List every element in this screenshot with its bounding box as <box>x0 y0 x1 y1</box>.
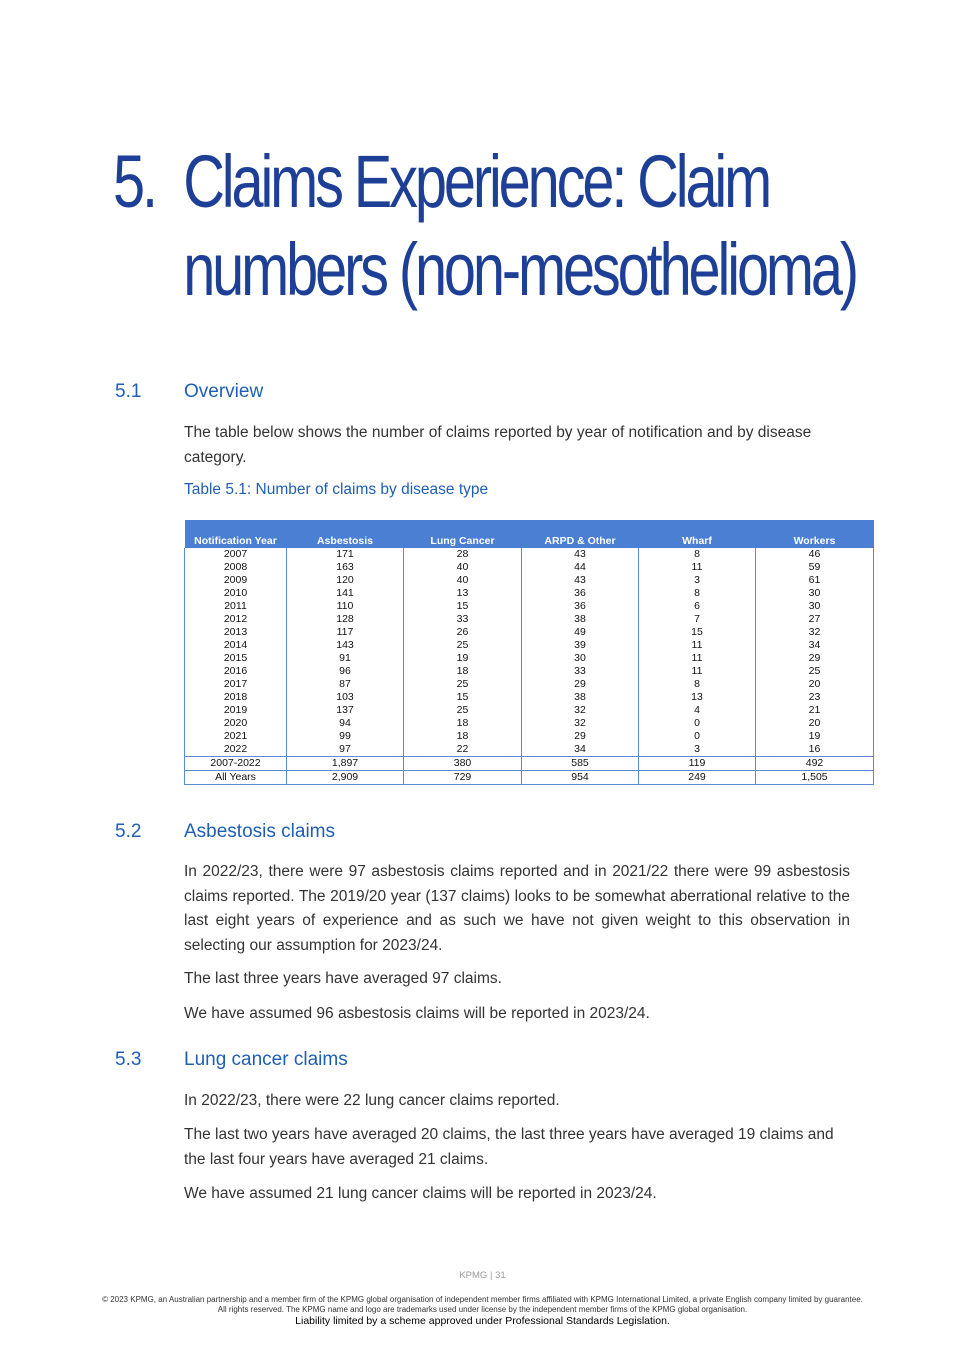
table-cell: 8 <box>639 587 756 600</box>
claims-table <box>184 520 874 785</box>
table-header-row <box>185 520 874 548</box>
column-header: Asbestosis <box>287 520 404 548</box>
table-cell: 16 <box>756 743 874 757</box>
table-cell: 143 <box>287 639 404 652</box>
section-number-5-3: 5.3 <box>115 1049 142 1070</box>
table-cell: 19 <box>756 730 874 743</box>
section-number-5-1: 5.1 <box>115 381 142 402</box>
table-cell: 43 <box>522 548 639 561</box>
table-cell: 2020 <box>185 717 287 730</box>
table-cell: 40 <box>404 561 522 574</box>
page-number: KPMG | 31 <box>459 1270 506 1281</box>
table-cell: 30 <box>756 587 874 600</box>
table-cell: 18 <box>404 717 522 730</box>
asbestosis-paragraph-3: We have assumed 96 asbestosis claims will be reported in 2023/24. <box>184 1005 650 1022</box>
table-cell: 38 <box>522 613 639 626</box>
table-cell: 128 <box>287 613 404 626</box>
table-cell: 46 <box>756 548 874 561</box>
table-cell: 97 <box>287 743 404 757</box>
table-cell: 2010 <box>185 587 287 600</box>
table-cell: 44 <box>522 561 639 574</box>
chapter-title-line-1: Claims Experience: Claim <box>183 140 770 223</box>
table-row <box>185 771 874 785</box>
column-header: ARPD & Other <box>522 520 639 548</box>
lung-cancer-paragraph-3: We have assumed 21 lung cancer claims will be reported in 2023/24. <box>184 1185 657 1202</box>
table-cell: 141 <box>287 587 404 600</box>
table-cell: 585 <box>522 757 639 771</box>
table-cell: 110 <box>287 600 404 613</box>
table-row <box>185 626 874 639</box>
asbestosis-paragraph-1: In 2022/23, there were 97 asbestosis claims reported and in 2021/22 there were 99 asbestosis claims reported. The 2019/20 year (137 claims) looks to be somewhat aberrational relative to the last eight years of experience and as such we have not given weight to this observation in selecting our assumption for 2023/24. <box>184 863 850 954</box>
table-cell: 2011 <box>185 600 287 613</box>
section-number-5-2: 5.2 <box>115 821 142 842</box>
table-cell: 20 <box>756 678 874 691</box>
table-cell: 249 <box>639 771 756 785</box>
table-cell: 2,909 <box>287 771 404 785</box>
table-cell: 29 <box>522 730 639 743</box>
table-cell: 91 <box>287 652 404 665</box>
table-cell: 2008 <box>185 561 287 574</box>
table-cell: 1,505 <box>756 771 874 785</box>
chapter-title-line-2: numbers (non-mesothelioma) <box>183 228 856 311</box>
table-cell: 103 <box>287 691 404 704</box>
table-cell: 20 <box>756 717 874 730</box>
table-cell: 33 <box>404 613 522 626</box>
table-cell: 2021 <box>185 730 287 743</box>
liability-notice: Liability limited by a scheme approved under Professional Standards Legislation. <box>295 1315 670 1327</box>
table-cell: 36 <box>522 587 639 600</box>
table-cell: 2018 <box>185 691 287 704</box>
table-cell: 2022 <box>185 743 287 757</box>
section-title-lung-cancer: Lung cancer claims <box>184 1049 348 1070</box>
chapter-title <box>183 138 856 314</box>
table-cell: 117 <box>287 626 404 639</box>
table-cell: 11 <box>639 652 756 665</box>
table-row <box>185 561 874 574</box>
table-cell: 61 <box>756 574 874 587</box>
table-row <box>185 757 874 771</box>
table-cell: 38 <box>522 691 639 704</box>
table-row <box>185 652 874 665</box>
table-cell: 120 <box>287 574 404 587</box>
column-header: Lung Cancer <box>404 520 522 548</box>
table-cell: 33 <box>522 665 639 678</box>
table-cell: 2009 <box>185 574 287 587</box>
table-cell: 2014 <box>185 639 287 652</box>
table-cell: 171 <box>287 548 404 561</box>
table-cell: 3 <box>639 743 756 757</box>
chapter-number: 5. <box>113 140 155 223</box>
table-cell: 34 <box>756 639 874 652</box>
table-cell: 2007 <box>185 548 287 561</box>
table-cell: 30 <box>756 600 874 613</box>
table-cell: 25 <box>404 704 522 717</box>
table-cell: 23 <box>756 691 874 704</box>
table-cell: 729 <box>404 771 522 785</box>
asbestosis-paragraph-2: The last three years have averaged 97 claims. <box>184 970 502 987</box>
table-cell: All Years <box>185 771 287 785</box>
table-cell: 27 <box>756 613 874 626</box>
table-row <box>185 678 874 691</box>
column-header: Workers <box>756 520 874 548</box>
table-cell: 59 <box>756 561 874 574</box>
table-cell: 49 <box>522 626 639 639</box>
table-cell: 119 <box>639 757 756 771</box>
table-cell: 32 <box>522 704 639 717</box>
table-cell: 18 <box>404 665 522 678</box>
table-cell: 43 <box>522 574 639 587</box>
table-cell: 28 <box>404 548 522 561</box>
table-cell: 25 <box>404 678 522 691</box>
table-cell: 29 <box>756 652 874 665</box>
table-cell: 6 <box>639 600 756 613</box>
table-cell: 15 <box>404 691 522 704</box>
table-row <box>185 574 874 587</box>
table-row <box>185 639 874 652</box>
section-title-overview: Overview <box>184 381 264 402</box>
table-row <box>185 665 874 678</box>
table-cell: 4 <box>639 704 756 717</box>
table-cell: 13 <box>639 691 756 704</box>
table-cell: 11 <box>639 561 756 574</box>
table-cell: 492 <box>756 757 874 771</box>
table-cell: 96 <box>287 665 404 678</box>
table-cell: 19 <box>404 652 522 665</box>
table-row <box>185 743 874 757</box>
table-cell: 380 <box>404 757 522 771</box>
table-cell: 2012 <box>185 613 287 626</box>
table-cell: 18 <box>404 730 522 743</box>
table-cell: 99 <box>287 730 404 743</box>
table-cell: 0 <box>639 717 756 730</box>
section-title-asbestosis: Asbestosis claims <box>184 821 335 842</box>
table-cell: 2017 <box>185 678 287 691</box>
table-cell: 137 <box>287 704 404 717</box>
table-cell: 25 <box>404 639 522 652</box>
table-cell: 3 <box>639 574 756 587</box>
table-cell: 32 <box>522 717 639 730</box>
table-cell: 87 <box>287 678 404 691</box>
table-cell: 36 <box>522 600 639 613</box>
table-cell: 40 <box>404 574 522 587</box>
table-cell: 94 <box>287 717 404 730</box>
table-row <box>185 717 874 730</box>
table-cell: 30 <box>522 652 639 665</box>
table-cell: 8 <box>639 678 756 691</box>
table-row <box>185 730 874 743</box>
table-cell: 29 <box>522 678 639 691</box>
table-cell: 25 <box>756 665 874 678</box>
table-cell: 163 <box>287 561 404 574</box>
table-cell: 0 <box>639 730 756 743</box>
lung-cancer-paragraph-2: The last two years have averaged 20 claims, the last three years have averaged 19 claims and the last four years have averaged 21 claims. <box>184 1126 834 1168</box>
table-row <box>185 704 874 717</box>
table-cell: 7 <box>639 613 756 626</box>
table-cell: 954 <box>522 771 639 785</box>
table-caption: Table 5.1: Number of claims by disease type <box>184 481 489 498</box>
table-cell: 21 <box>756 704 874 717</box>
table-row <box>185 691 874 704</box>
table-row <box>185 613 874 626</box>
table-cell: 26 <box>404 626 522 639</box>
column-header: Wharf <box>639 520 756 548</box>
table-cell: 22 <box>404 743 522 757</box>
lung-cancer-paragraph-1: In 2022/23, there were 22 lung cancer claims reported. <box>184 1092 560 1109</box>
table-cell: 15 <box>639 626 756 639</box>
table-cell: 13 <box>404 587 522 600</box>
table-cell: 32 <box>756 626 874 639</box>
table-row <box>185 548 874 561</box>
table-cell: 39 <box>522 639 639 652</box>
table-body <box>185 548 874 785</box>
table-cell: 11 <box>639 665 756 678</box>
table-row <box>185 600 874 613</box>
table-cell: 2015 <box>185 652 287 665</box>
overview-paragraph: The table below shows the number of claims reported by year of notification and by disease category. <box>184 424 812 466</box>
table-row <box>185 587 874 600</box>
copyright-notice: © 2023 KPMG, an Australian partnership and a member firm of the KPMG global organisation of independent member firms affiliated with KPMG International Limited, a private English company limited by guarantee. All rights reserved. The KPMG name and logo are trademarks used under license by the independent member firms of the KPMG global organisation. <box>102 1295 863 1314</box>
table-cell: 8 <box>639 548 756 561</box>
table-cell: 2016 <box>185 665 287 678</box>
table-cell: 34 <box>522 743 639 757</box>
table-cell: 1,897 <box>287 757 404 771</box>
table-cell: 15 <box>404 600 522 613</box>
table-cell: 2007-2022 <box>185 757 287 771</box>
table-cell: 11 <box>639 639 756 652</box>
column-header: Notification Year <box>185 520 287 548</box>
table-cell: 2019 <box>185 704 287 717</box>
table-cell: 2013 <box>185 626 287 639</box>
